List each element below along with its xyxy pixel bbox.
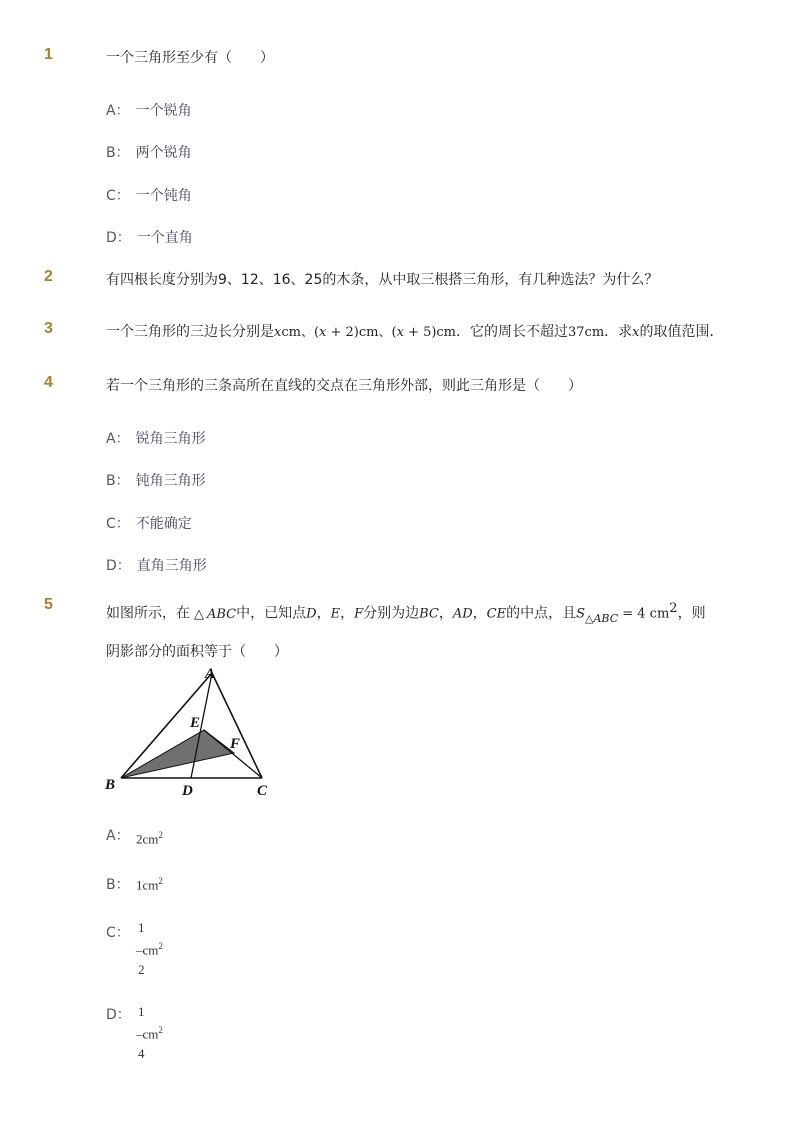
option-key: D： [106, 1007, 131, 1023]
option-key: A： [106, 431, 130, 447]
option-text: 不能确定 [135, 516, 192, 532]
q5-option-a[interactable] [106, 825, 130, 845]
option-key: C： [106, 516, 130, 532]
option-key: B： [106, 473, 130, 489]
option-text: 直角三角形 [136, 558, 207, 574]
option-key: A： [106, 103, 130, 119]
option-key: D： [106, 558, 131, 574]
math-var: F [354, 606, 364, 622]
stem-text: 中，已知点 [236, 605, 307, 622]
math-superscript: 2 [158, 1025, 163, 1035]
option-text: 一个直角 [136, 230, 193, 246]
fraction-numerator: 1 [138, 1004, 145, 1019]
q1-option-c[interactable] [106, 185, 192, 205]
math-var: x [274, 325, 282, 340]
math-expr: 1cm [136, 877, 159, 893]
option-key: C： [106, 925, 130, 941]
option-text: 两个锐角 [135, 145, 192, 161]
question-number-2: 2 [44, 268, 53, 285]
q4-option-c[interactable] [106, 513, 192, 533]
option-text: 钝角三角形 [135, 473, 206, 489]
question-4-stem: 若一个三角形的三条高所在直线的交点在三角形外部，则此三角形是（ ） [106, 378, 582, 394]
stem-text: ．求 [604, 324, 633, 340]
math-unit: cm [142, 1026, 159, 1042]
q4-option-a[interactable] [106, 428, 206, 448]
triangle-figure [100, 664, 280, 800]
question-5-stem-line1 [106, 601, 706, 623]
option-key: C： [106, 188, 130, 204]
q1-option-d[interactable] [106, 227, 193, 247]
stem-text: ， [472, 605, 487, 622]
stem-text: 如图所示，在 [106, 605, 190, 622]
question-number-4: 4 [44, 374, 53, 391]
stem-text: 分别为边 [363, 605, 420, 622]
label-d: D [182, 783, 193, 799]
question-number-5: 5 [44, 596, 53, 613]
fraction-numerator: 1 [138, 920, 145, 935]
math-unit: cm [142, 942, 159, 958]
math-expr: = 4 cm [618, 606, 670, 622]
math-var: E [330, 606, 341, 622]
q4-option-d[interactable] [106, 555, 207, 575]
math-subscript: △ABC [585, 611, 619, 625]
math-var: ABC [207, 606, 237, 622]
q1-option-b[interactable] [106, 142, 192, 162]
option-key: B： [106, 145, 130, 161]
fraction-denominator: 4 [138, 1046, 145, 1061]
stem-text: 的取值范围． [639, 324, 724, 340]
stem-text: 一个三角形的三边长分别是 [106, 324, 274, 340]
question-number-3: 3 [44, 320, 53, 337]
stem-text: ， [316, 605, 331, 622]
math-superscript: 2 [158, 941, 163, 951]
option-key: D： [106, 230, 131, 246]
question-3-stem [106, 321, 724, 341]
stem-text: ， [340, 605, 355, 622]
stem-text: 的中点，且 [506, 605, 577, 622]
q5-option-b-value [136, 876, 163, 893]
shaded-region [121, 730, 234, 778]
question-2-stem: 有四根长度分别为9、12、16、25的木条，从中取三根搭三角形，有几种选法？为什么？ [106, 272, 659, 288]
label-a: A [205, 666, 216, 682]
option-text: 一个钝角 [135, 188, 192, 204]
stem-text: ，则 [677, 605, 706, 622]
option-key: A： [106, 828, 130, 844]
math-var: D [306, 606, 317, 622]
q4-option-b[interactable] [106, 470, 206, 490]
q5-option-b[interactable] [106, 874, 130, 894]
math-var: BC [419, 606, 439, 622]
stem-text: ， [438, 605, 453, 622]
math-expr: cm、( [281, 325, 320, 340]
q5-option-a-value [136, 830, 163, 847]
math-superscript: 2 [158, 876, 163, 886]
label-b: B [105, 777, 116, 793]
math-var: S [576, 606, 586, 622]
label-f: F [230, 736, 241, 752]
option-key: B： [106, 877, 130, 893]
side-ac [212, 673, 262, 778]
question-5-stem-line2: 阴影部分的面积等于（ ） [106, 644, 288, 660]
math-expr: + 2)cm、( [326, 325, 397, 340]
math-expr: 2cm [136, 831, 159, 847]
triangle-symbol: △ [194, 606, 204, 622]
question-number-1: 1 [44, 46, 53, 63]
math-var: x [632, 325, 640, 340]
math-var: AD [452, 606, 473, 622]
math-expr: + 5)cm [403, 325, 457, 340]
label-c: C [257, 783, 268, 799]
math-superscript: 2 [158, 830, 163, 840]
fraction-denominator: 2 [138, 962, 145, 977]
math-superscript: 2 [669, 601, 678, 616]
option-text: 锐角三角形 [135, 431, 206, 447]
q1-option-a[interactable] [106, 100, 192, 120]
question-1-stem: 一个三角形至少有（ ） [106, 50, 274, 66]
math-var: x [319, 325, 327, 340]
stem-text: ．它的周长不超过 [456, 324, 569, 340]
option-text: 一个锐角 [135, 103, 192, 119]
math-expr: 37cm [568, 325, 605, 340]
label-e: E [190, 715, 201, 731]
q5-option-d[interactable] [106, 1004, 131, 1024]
q5-option-c[interactable] [106, 922, 130, 942]
math-var: CE [486, 606, 507, 622]
math-var: x [396, 325, 404, 340]
